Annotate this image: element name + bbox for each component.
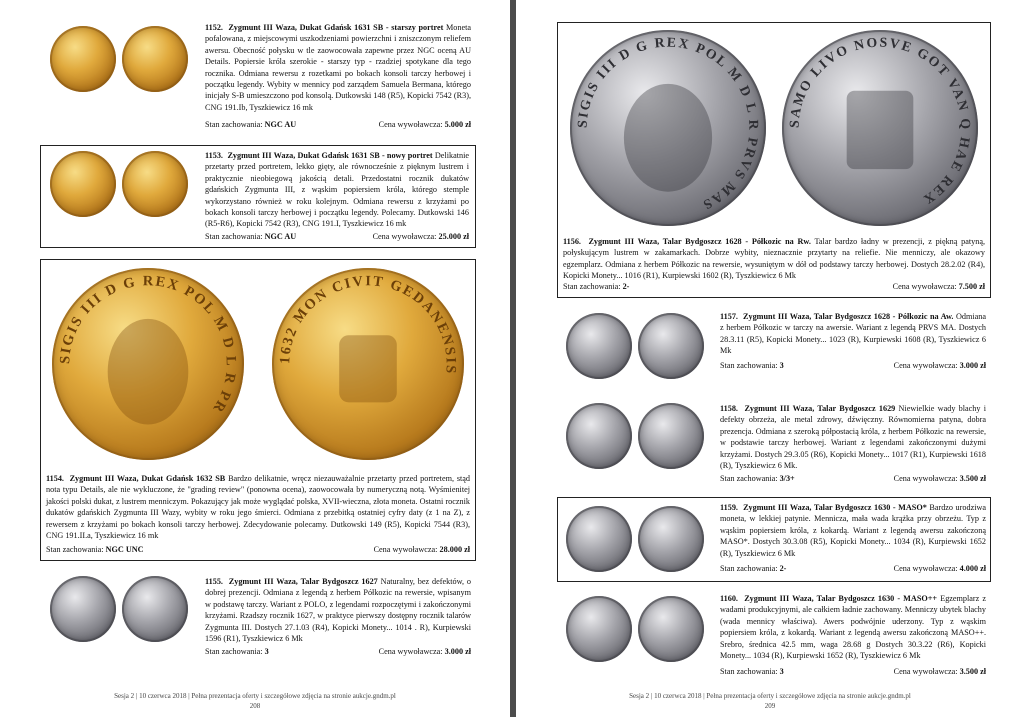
coin-obverse-image[interactable] <box>566 506 632 572</box>
coin-obverse-image[interactable] <box>570 30 766 226</box>
lot-number: 1153. <box>205 151 223 160</box>
lot-text: Niewielkie wady blachy i defekty obrzeża, ale metal zdrowy, dźwięczny. Równomierna patyna, dobra prezencja. Odmiana z szeroką półpostacią króla, z herbem Półkozic na rewersie, w podstawie tarczy herbowej. Wariant z legendami zakończonymi dużymi krzyżami. Dostych 29.3.05 (R6), Kopicki Monety... 1017 (R1), Kurpiewski 1618 (R), Tyszkiewicz 6 Mk. <box>720 404 986 471</box>
coin-obverse-image[interactable] <box>50 151 116 217</box>
coin-reverse-image[interactable] <box>638 596 704 662</box>
lot-number: 1152. <box>205 23 223 32</box>
svg-text:SIGIS III D G REX POL M D L R: SIGIS III D G REX POL M D L R PR <box>57 273 239 417</box>
lot-price: Cena wywoławcza: 4.000 zł <box>893 564 986 573</box>
coin-obverse-image[interactable] <box>566 313 632 379</box>
footer-text: Sesja 2 | 10 czerwca 2018 | Pełna prezentacja oferty i szczegółowe zdjęcia na stronie aukcje.gndm.pl <box>629 692 911 700</box>
coin-reverse-image[interactable] <box>638 403 704 469</box>
lot-description <box>205 22 471 113</box>
lot-number: 1156. <box>563 237 581 246</box>
lot-condition: Stan zachowania: NGC AU <box>205 232 297 241</box>
lot-condition: Stan zachowania: 3 <box>205 647 269 656</box>
svg-text:SIGIS III D G REX POL M D L R: SIGIS III D G REX POL M D L R PRVS MAS <box>574 34 762 214</box>
lot-condition: Stan zachowania: 3 <box>720 667 784 676</box>
lot-text: Bardzo urodziwa moneta, w lekkiej patynie. Mennicza, mała wada krążka przy obrzeżu. Typ z wąskim popiersiem króla, z kokardą. Wariant z legendą awersu zakończoną MASO*. Dostych 30.3.08 (R5), Kopicki Monety... 1034 (R), Kurpiewski 1652 (R), Tyszkiewicz 6 Mk <box>720 503 987 558</box>
lot-text: Odmiana z herbem Półkozic w tarczy na awersie. Wariant z legendą PRVS MA. Dostych 28.3.11 (R5), Kopicki Monety... 1023 (R), Kurpiewski 1608 (R), Tyszkiewicz 6 Mk <box>720 312 987 356</box>
coin-reverse-image[interactable] <box>272 268 464 460</box>
lot-price: Cena wywoławcza: 3.500 zł <box>893 474 986 483</box>
page-number: 209 <box>764 702 776 710</box>
coin-reverse-image[interactable] <box>122 576 188 642</box>
catalog-page-right <box>516 0 1024 717</box>
coin-reverse-image[interactable] <box>638 313 704 379</box>
coin-reverse-image[interactable] <box>638 506 704 572</box>
lot-text: Egzemplarz z wadami produkcyjnymi, ale całkiem ładnie zachowany. Menniczy ubytek blachy (wada mennicy właściwa). Awers podwójnie uderzony. Typ z wąskim popiersiem króla, z kokardą. Wariant z legendą awersu zakończoną MASO++. Srebro, średnica 42.5 mm, waga 28.68 g Dostych 30.3.22 (R6), Kopicki Monety... 1034 (R), Kurpiewski 1652 (R), Tyszkiewicz 6 Mk <box>720 594 987 661</box>
lot-text: Moneta pofalowana, z miejscowymi uszkodzeniami powierzchni i zniszczonym reliefem awersu. Obecność połysku w tle zaowocowała zapewne przez NGC oceną AU Details. Popiersie króla szerokie - starszy typ - rzadziej spotykane dla tego rocznika. Odmiana rewersu z rozetkami po bokach konsoli tarczy herbowej i początku legendy. Wybity w mennicy pod zarządem Samuela Bermana, którego inicjały S-B umieszczono pod konsolą. Dutkowski 148 (R5), Kopicki 7542 (R3), CNG 191.Ib, Tyszkiewicz 16 mk <box>205 23 472 112</box>
lot-number: 1160. <box>720 594 738 603</box>
lot-description <box>563 236 985 282</box>
coin-reverse-legend <box>782 30 978 226</box>
coin-obverse-image[interactable] <box>566 596 632 662</box>
lot-title: Zygmunt III Waza, Talar Bydgoszcz 1628 - Półkozic na Rw. <box>588 237 811 246</box>
lot-text: Naturalny, bez defektów, o dobrej prezencji. Odmiana z legendą z herbem Półkozic na rewersie, wpisanym w podstawę tarczy. Wariant z POLO, z legendami rozpoczętymi i zakończonymi krzyżami. Rzadszy rocznik 1627, w praktyce pierwszy dostępny rocznik talarów Zygmunta III. Dostych 27.1.03 (R4), Kopicki Monety... 1014 . R), Kurpiewski 1596 (R1), Tyszkiewicz 6 Mk <box>205 577 472 644</box>
coin-obverse-image[interactable] <box>52 268 244 460</box>
lot-price: Cena wywoławcza: 3.000 zł <box>378 647 471 656</box>
catalog-page-left <box>0 0 510 717</box>
lot-number: 1155. <box>205 577 223 586</box>
coin-obverse-legend <box>52 268 244 460</box>
lot-title: Zygmunt III Waza, Dukat Gdańsk 1631 SB - nowy portret <box>227 151 433 160</box>
lot-description <box>720 593 986 661</box>
lot-description <box>720 311 986 357</box>
lot-description <box>205 150 469 230</box>
coin-reverse-image[interactable] <box>122 26 188 92</box>
coin-reverse-image[interactable] <box>782 30 978 226</box>
coin-obverse-image[interactable] <box>50 26 116 92</box>
lot-condition: Stan zachowania: 3 <box>720 361 784 370</box>
lot-condition: Stan zachowania: 2- <box>563 282 630 291</box>
lot-condition: Stan zachowania: NGC AU <box>205 120 297 129</box>
footer-text: Sesja 2 | 10 czerwca 2018 | Pełna prezentacja oferty i szczegółowe zdjęcia na stronie aukcje.gndm.pl <box>114 692 396 700</box>
lot-price: Cena wywoławcza: 3.500 zł <box>893 667 986 676</box>
lot-title: Zygmunt III Waza, Dukat Gdańsk 1632 SB <box>69 474 226 483</box>
svg-text:SAMO LIVO NOSVE GOT VAN Q HAE: SAMO LIVO NOSVE GOT VAN Q HAE REX <box>786 34 974 209</box>
lot-price: Cena wywoławcza: 25.000 zł <box>372 232 469 241</box>
lot-title: Zygmunt III Waza, Talar Bydgoszcz 1630 - MASO++ <box>744 594 938 603</box>
lot-price: Cena wywoławcza: 28.000 zł <box>373 545 470 554</box>
coin-obverse-legend <box>570 30 766 226</box>
lot-title: Zygmunt III Waza, Dukat Gdańsk 1631 SB - starszy portret <box>228 23 444 32</box>
lot-condition: Stan zachowania: NGC UNC <box>46 545 144 554</box>
lot-price: Cena wywoławcza: 3.000 zł <box>893 361 986 370</box>
lot-price: Cena wywoławcza: 7.500 zł <box>892 282 985 291</box>
lot-number: 1157. <box>720 312 738 321</box>
lot-title: Zygmunt III Waza, Talar Bydgoszcz 1627 <box>228 577 378 586</box>
lot-number: 1154. <box>46 474 64 483</box>
coin-obverse-image[interactable] <box>50 576 116 642</box>
lot-condition: Stan zachowania: 3/3+ <box>720 474 795 483</box>
lot-title: Zygmunt III Waza, Talar Bydgoszcz 1630 - MASO* <box>743 503 927 512</box>
lot-price: Cena wywoławcza: 5.000 zł <box>378 120 471 129</box>
coin-obverse-image[interactable] <box>566 403 632 469</box>
coin-reverse-legend <box>272 268 464 460</box>
lot-number: 1159. <box>720 503 738 512</box>
lot-description <box>205 576 471 644</box>
lot-text: Talar bardzo ładny w prezencji, z piękną patyną, połyskującym lustrem w zakamarkach. Dobrze wybity, nieznacznie przytarty na reliefie. Nie menniczy, ale okazowy egzemplarz. Odmiana z herbem Półkozic na rewersie, wysuniętym w dół od podstawy tarczy herbowej. Dostych 28.2.02 (R4), Kopicki Monety... 1016 (R1), Kurpiewski 1602 (R), Tyszkiewicz 6 Mk <box>563 237 986 281</box>
lot-text: Bardzo delikatnie, wręcz niezauważalnie przetarty przed portretem, stąd nota typu Details, ale nie wykluczone, że "grading review" (ponowna ocena), zaowocowała by numeryczną notą. Wyśmienitej jakości polski dukat, z lustrem menniczym. Pokazujący jak może wyglądać polska, XVII-wieczna, złota moneta. Ostatni rocznik dukatów gdańskich Zygmunta III Wazy, wybity w roku jego śmierci. Odmiana z przebitką ostatniej cyfry daty (z 1 na Z), z rewersem z krzyżami po bokach konsoli tarczy herbowej. Zdecydowanie polecamy. Dutkowski 149 (R5), Kopicki 7544 (R3), CNG 191.II.a, Tyszkiewicz 16 mk <box>46 474 471 541</box>
lot-title: Zygmunt III Waza, Talar Bydgoszcz 1629 <box>744 404 896 413</box>
page-footer <box>0 692 510 710</box>
page-footer <box>516 692 1024 710</box>
lot-description <box>46 473 470 541</box>
lot-number: 1158. <box>720 404 738 413</box>
lot-condition: Stan zachowania: 2- <box>720 564 787 573</box>
coin-reverse-image[interactable] <box>122 151 188 217</box>
page-number: 208 <box>249 702 261 710</box>
lot-text: Delikatnie przetarty przed portretem, lekko gięty, ale równocześnie z pięknym lustrem i praktycznie nieobiegową jakością detali. Przedostatni rocznik dukatów gdańskich Zygmunta III, z wąskim popiersiem króla, którego stemple wykorzystano również w roku kolejnym. Odmiana rewersu z krzyżami po bokach konsoli tarczy herbowej i początku legendy. Polecamy. Dutkowski 146 (R5-R6), Kopicki 7542 (R3), CNG 191.I, Tyszkiewicz 16 mk <box>205 151 469 229</box>
lot-description <box>720 403 986 471</box>
lot-description <box>720 502 986 559</box>
svg-text:1632 MON CIVIT GEDANENSIS: 1632 MON CIVIT GEDANENSIS <box>277 273 459 376</box>
lot-title: Zygmunt III Waza, Talar Bydgoszcz 1628 - Półkozic na Aw. <box>743 312 954 321</box>
